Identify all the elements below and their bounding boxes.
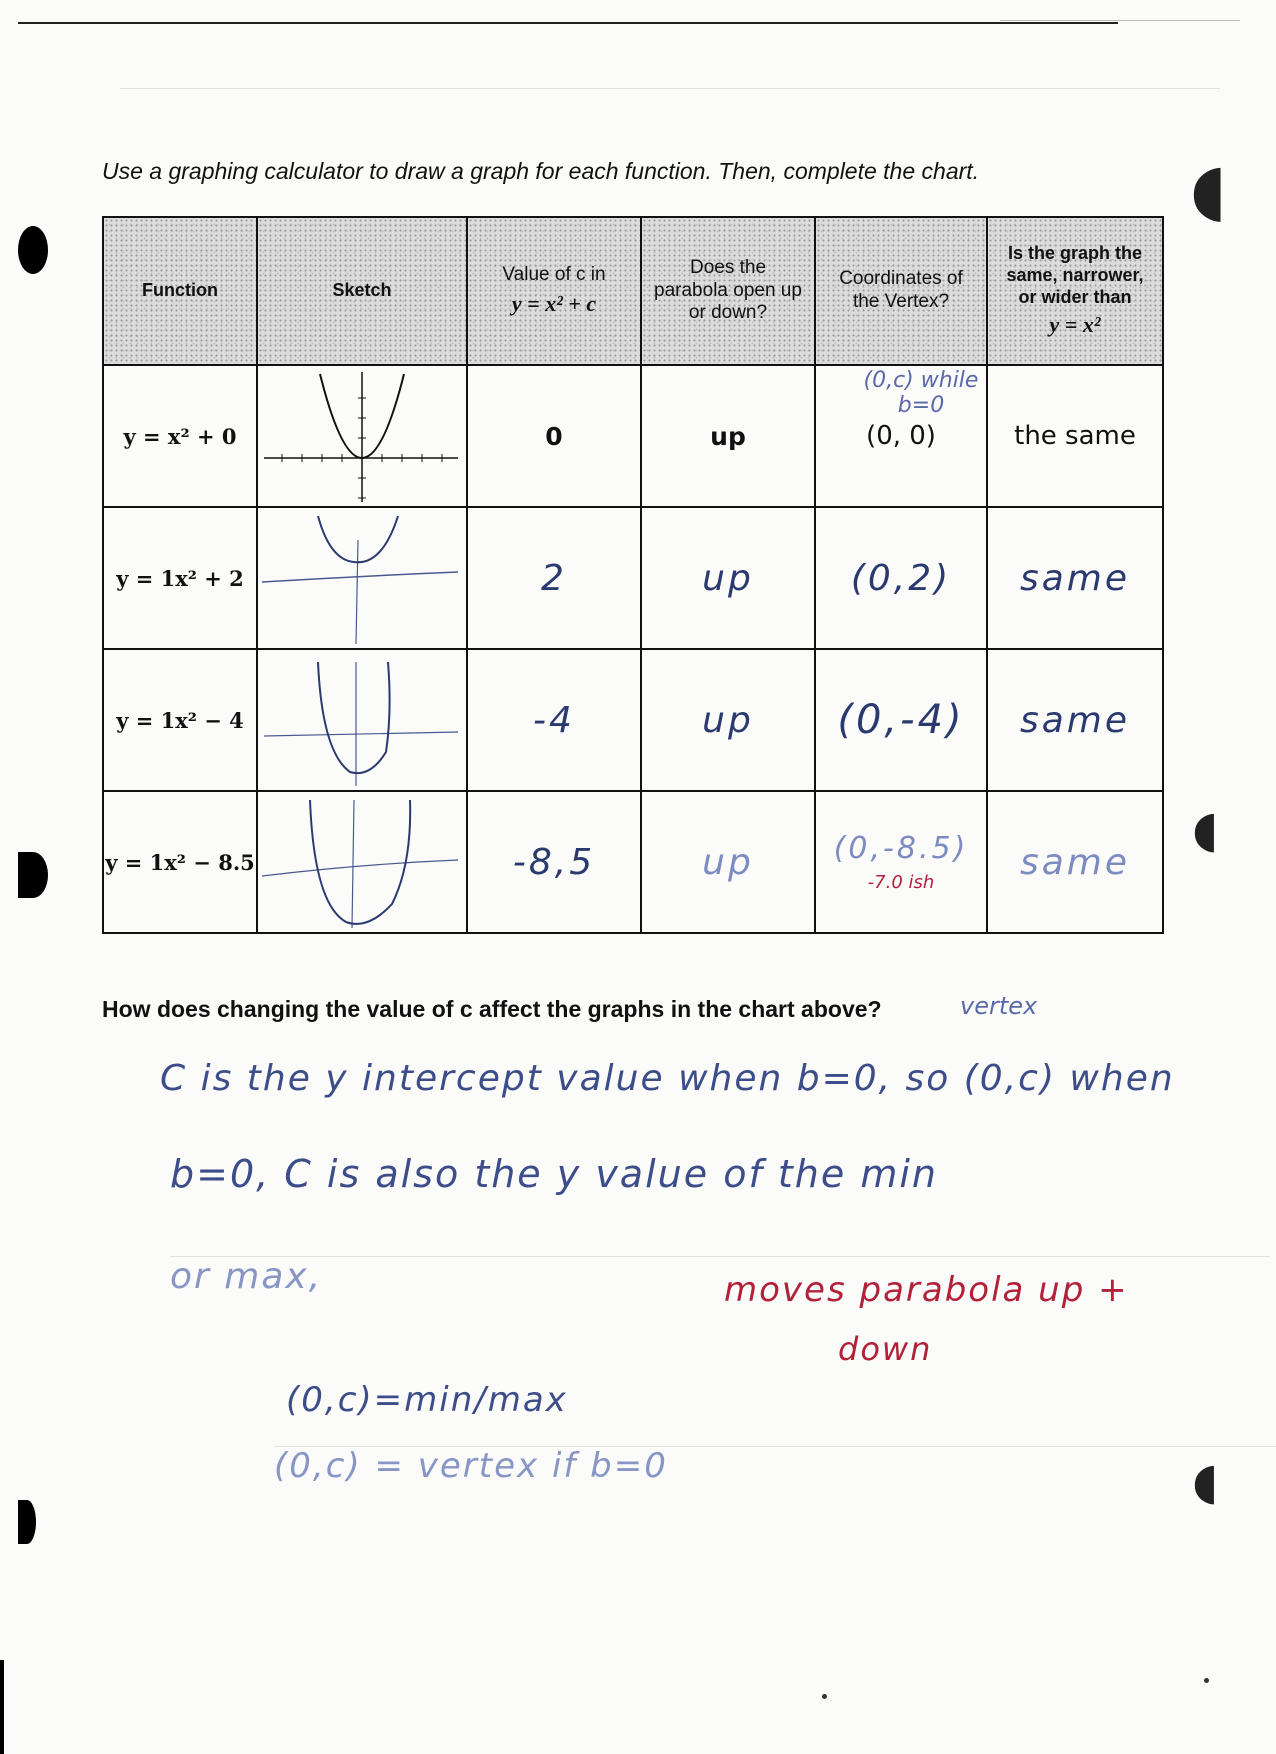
header-value-of-c [467, 217, 641, 365]
binder-hole-left-3 [18, 1500, 36, 1544]
answer-line-1: C is the y intercept value when b=0, so (0,c) when [160, 1058, 1175, 1099]
sketch-cell [257, 507, 467, 649]
header-compare-line2: y = x² [1049, 312, 1101, 338]
header-function: Function [103, 217, 257, 365]
vertex-note: (0,c) while b=0 [863, 368, 979, 418]
top-rule-faint [1000, 20, 1240, 21]
opens-cell: up [641, 507, 815, 649]
scan-speck [1204, 1678, 1209, 1683]
header-compare-line1: Is the graph the same, narrower, or wider than [1006, 243, 1144, 307]
header-vertex: Coordinates of the Vertex? [815, 217, 987, 365]
answer-line-2: b=0, C is also the y value of the min [170, 1152, 939, 1196]
binder-hole-left-1 [18, 226, 48, 274]
table-row [103, 507, 1163, 649]
sketch-graph [258, 510, 464, 646]
binder-hole-right-3: ◖ [1192, 1452, 1219, 1510]
answer-red-line-1: moves parabola up + [724, 1270, 1129, 1310]
instructions: Use a graphing calculator to draw a graph for each function. Then, complete the chart. [102, 158, 980, 184]
binder-hole-right-1: ◖ [1190, 148, 1227, 230]
scan-line [120, 88, 1220, 89]
c-value-cell: 0 [467, 365, 641, 507]
header-compare [987, 217, 1163, 365]
function-cell: y = 1x² + 2 [103, 507, 257, 649]
table-row [103, 365, 1163, 507]
answer-line-5: (0,c) = vertex if b=0 [274, 1446, 1276, 1447]
sketch-graph [258, 794, 464, 930]
opens-cell: up [641, 365, 815, 507]
vertex-cell: (0,c) while b=0 (0, 0) [815, 365, 987, 507]
sketch-graph [258, 652, 464, 788]
opens-cell: up [641, 791, 815, 933]
answer-line-4: (0,c)=min/max [286, 1380, 568, 1420]
question: How does changing the value of c affect the graphs in the chart above? [102, 996, 882, 1022]
vertex-cell: (0,-8.5) -7.0 ish [815, 791, 987, 933]
function-cell: y = 1x² − 4 [103, 649, 257, 791]
sketch-cell [257, 365, 467, 507]
sketch-cell [257, 649, 467, 791]
table-row [103, 791, 1163, 933]
c-value-cell: 2 [467, 507, 641, 649]
vertex-correction: -7.0 ish [867, 872, 935, 893]
table-row [103, 649, 1163, 791]
answer-red-line-2: down [838, 1330, 933, 1368]
header-value-of-c-line2: y = x² + c [511, 291, 597, 317]
c-value-cell: -4 [467, 649, 641, 791]
binder-edge-mark [0, 1660, 4, 1754]
margin-note: vertex [960, 992, 1038, 1020]
sketch-graph [258, 368, 464, 504]
top-rule [18, 22, 1118, 24]
function-chart [102, 216, 1164, 934]
header-opens: Does the parabola open up or down? [641, 217, 815, 365]
compare-cell: the same [987, 365, 1163, 507]
opens-cell: up [641, 649, 815, 791]
header-sketch: Sketch [257, 217, 467, 365]
compare-cell: same [987, 791, 1163, 933]
header-row [103, 217, 1163, 365]
answer-line-3: or max, [170, 1256, 1270, 1257]
function-cell: y = x² + 0 [103, 365, 257, 507]
binder-hole-left-2 [18, 852, 48, 898]
scan-speck [822, 1694, 827, 1699]
vertex-cell: (0,2) [815, 507, 987, 649]
function-cell: y = 1x² − 8.5 [103, 791, 257, 933]
vertex-cell: (0,-4) [815, 649, 987, 791]
c-value-cell: -8,5 [467, 791, 641, 933]
sketch-cell [257, 791, 467, 933]
compare-cell: same [987, 507, 1163, 649]
compare-cell: same [987, 649, 1163, 791]
header-value-of-c-line1: Value of c in [502, 264, 606, 286]
binder-hole-right-2: ◖ [1192, 800, 1219, 858]
